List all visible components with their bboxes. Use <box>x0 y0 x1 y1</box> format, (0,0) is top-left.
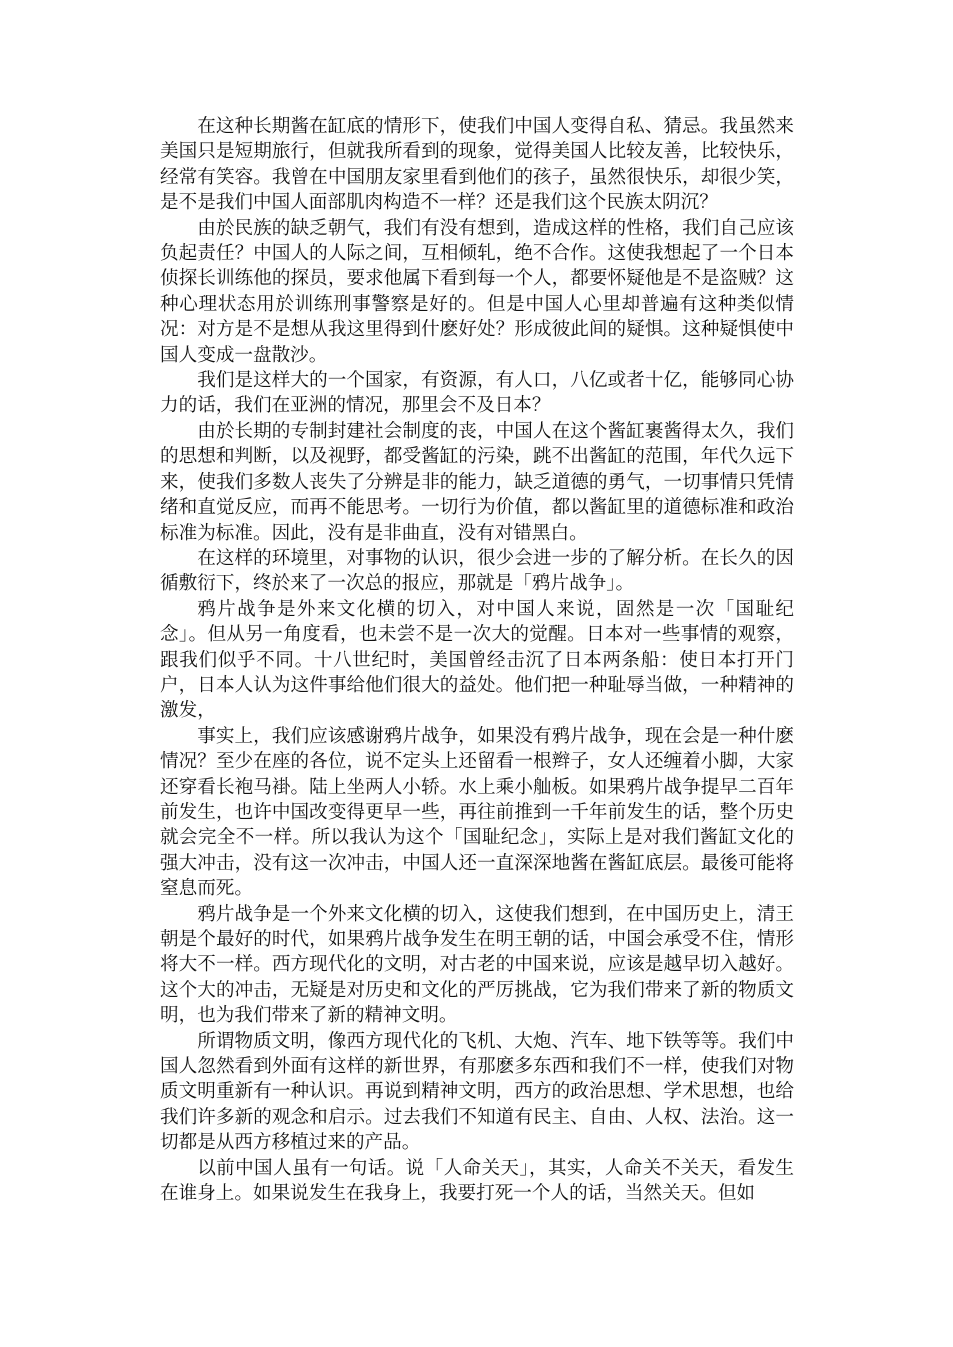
document-page <box>160 114 794 1206</box>
paragraph: 由於长期的专制封建社会制度的丧，中国人在这个酱缸裹酱得太久，我们的思想和判断，以及视野，都受酱缸的污染，跳不出酱缸的范围，年代久远下来，使我们多数人丧失了分辨是非的能力，缺乏道德的勇气，一切事情只凭情绪和直觉反应，而再不能思考。一切行为价值，都以酱缸里的道德标准和政治标准为标准。因此，没有是非曲直，没有对错黑白。 <box>160 420 794 544</box>
paragraph: 由於民族的缺乏朝气，我们有没有想到，造成这样的性格，我们自己应该负起责任？中国人的人际之间，互相倾轧，绝不合作。这使我想起了一个日本侦探长训练他的探员，要求他属下看到每一个人，都要怀疑他是不是盗贼？这种心理状态用於训练刑事警察是好的。但是中国人心里却普遍有这种类似情况：对方是不是想从我这里得到什麽好处？形成彼此间的疑惧。这种疑惧使中国人变成一盘散沙。 <box>160 217 794 366</box>
paragraph: 鸦片战争是一个外来文化横的切入，这使我们想到，在中国历史上，清王朝是个最好的时代，如果鸦片战争发生在明王朝的话，中国会承受不住，情形将大不一样。西方现代化的文明，对古老的中国来说，应该是越早切入越好。这个大的冲击，无疑是对历史和文化的严厉挑战，它为我们带来了新的物质文明，也为我们带来了新的精神文明。 <box>160 903 794 1027</box>
paragraph: 事实上，我们应该感谢鸦片战争，如果没有鸦片战争，现在会是一种什麽情况？至少在座的各位，说不定头上还留看一根辫子，女人还缠着小脚，大家还穿看长袍马褂。陆上坐两人小轿。水上乘小舢板。如果鸦片战争提早二百年前发生，也许中国改变得更早一些，再往前推到一千年前发生的话，整个历史就会完全不一样。所以我认为这个「国耻纪念」，实际上是对我们酱缸文化的强大冲击，没有这一次冲击，中国人还一直深深地酱在酱缸底层。最後可能将窒息而死。 <box>160 725 794 900</box>
paragraph: 所谓物质文明，像西方现代化的飞机、大炮、汽车、地下铁等等。我们中国人忽然看到外面有这样的新世界，有那麽多东西和我们不一样，使我们对物质文明重新有一种认识。再说到精神文明，西方的政治思想、学术思想，也给我们许多新的观念和启示。过去我们不知道有民主、自由、人权、法治。这一切都是从西方移植过来的产品。 <box>160 1030 794 1154</box>
paragraph: 我们是这样大的一个国家，有资源，有人口，八亿或者十亿，能够同心协力的话，我们在亚洲的情况，那里会不及日本？ <box>160 370 794 417</box>
paragraph: 在这种长期酱在缸底的情形下，使我们中国人变得自私、猜忌。我虽然来美国只是短期旅行，但就我所看到的现象，觉得美国人比较友善，比较快乐，经常有笑容。我曾在中国朋友家里看到他们的孩子，虽然很快乐，却很少笑，是不是我们中国人面部肌肉构造不一样？还是我们这个民族太阴沉？ <box>160 116 794 214</box>
paragraph: 以前中国人虽有一句话。说「人命关天」，其实，人命关不关天，看发生在谁身上。如果说发生在我身上，我要打死一个人的话，当然关天。但如 <box>160 1157 794 1205</box>
paragraph: 鸦片战争是外来文化横的切入，对中国人来说，固然是一次「国耻纪念」。但从另一角度看，也未尝不是一次大的觉醒。日本对一些事情的观察，跟我们似乎不同。十八世纪时，美国曾经击沉了日本两条船：使日本打开门户，日本人认为这件事给他们很大的益处。他们把一种耻辱当做，一种精神的激发， <box>160 598 794 722</box>
paragraph: 在这样的环境里，对事物的认识，很少会进一步的了解分析。在长久的因循敷衍下，终於来了一次总的报应，那就是「鸦片战争」。 <box>160 547 794 595</box>
